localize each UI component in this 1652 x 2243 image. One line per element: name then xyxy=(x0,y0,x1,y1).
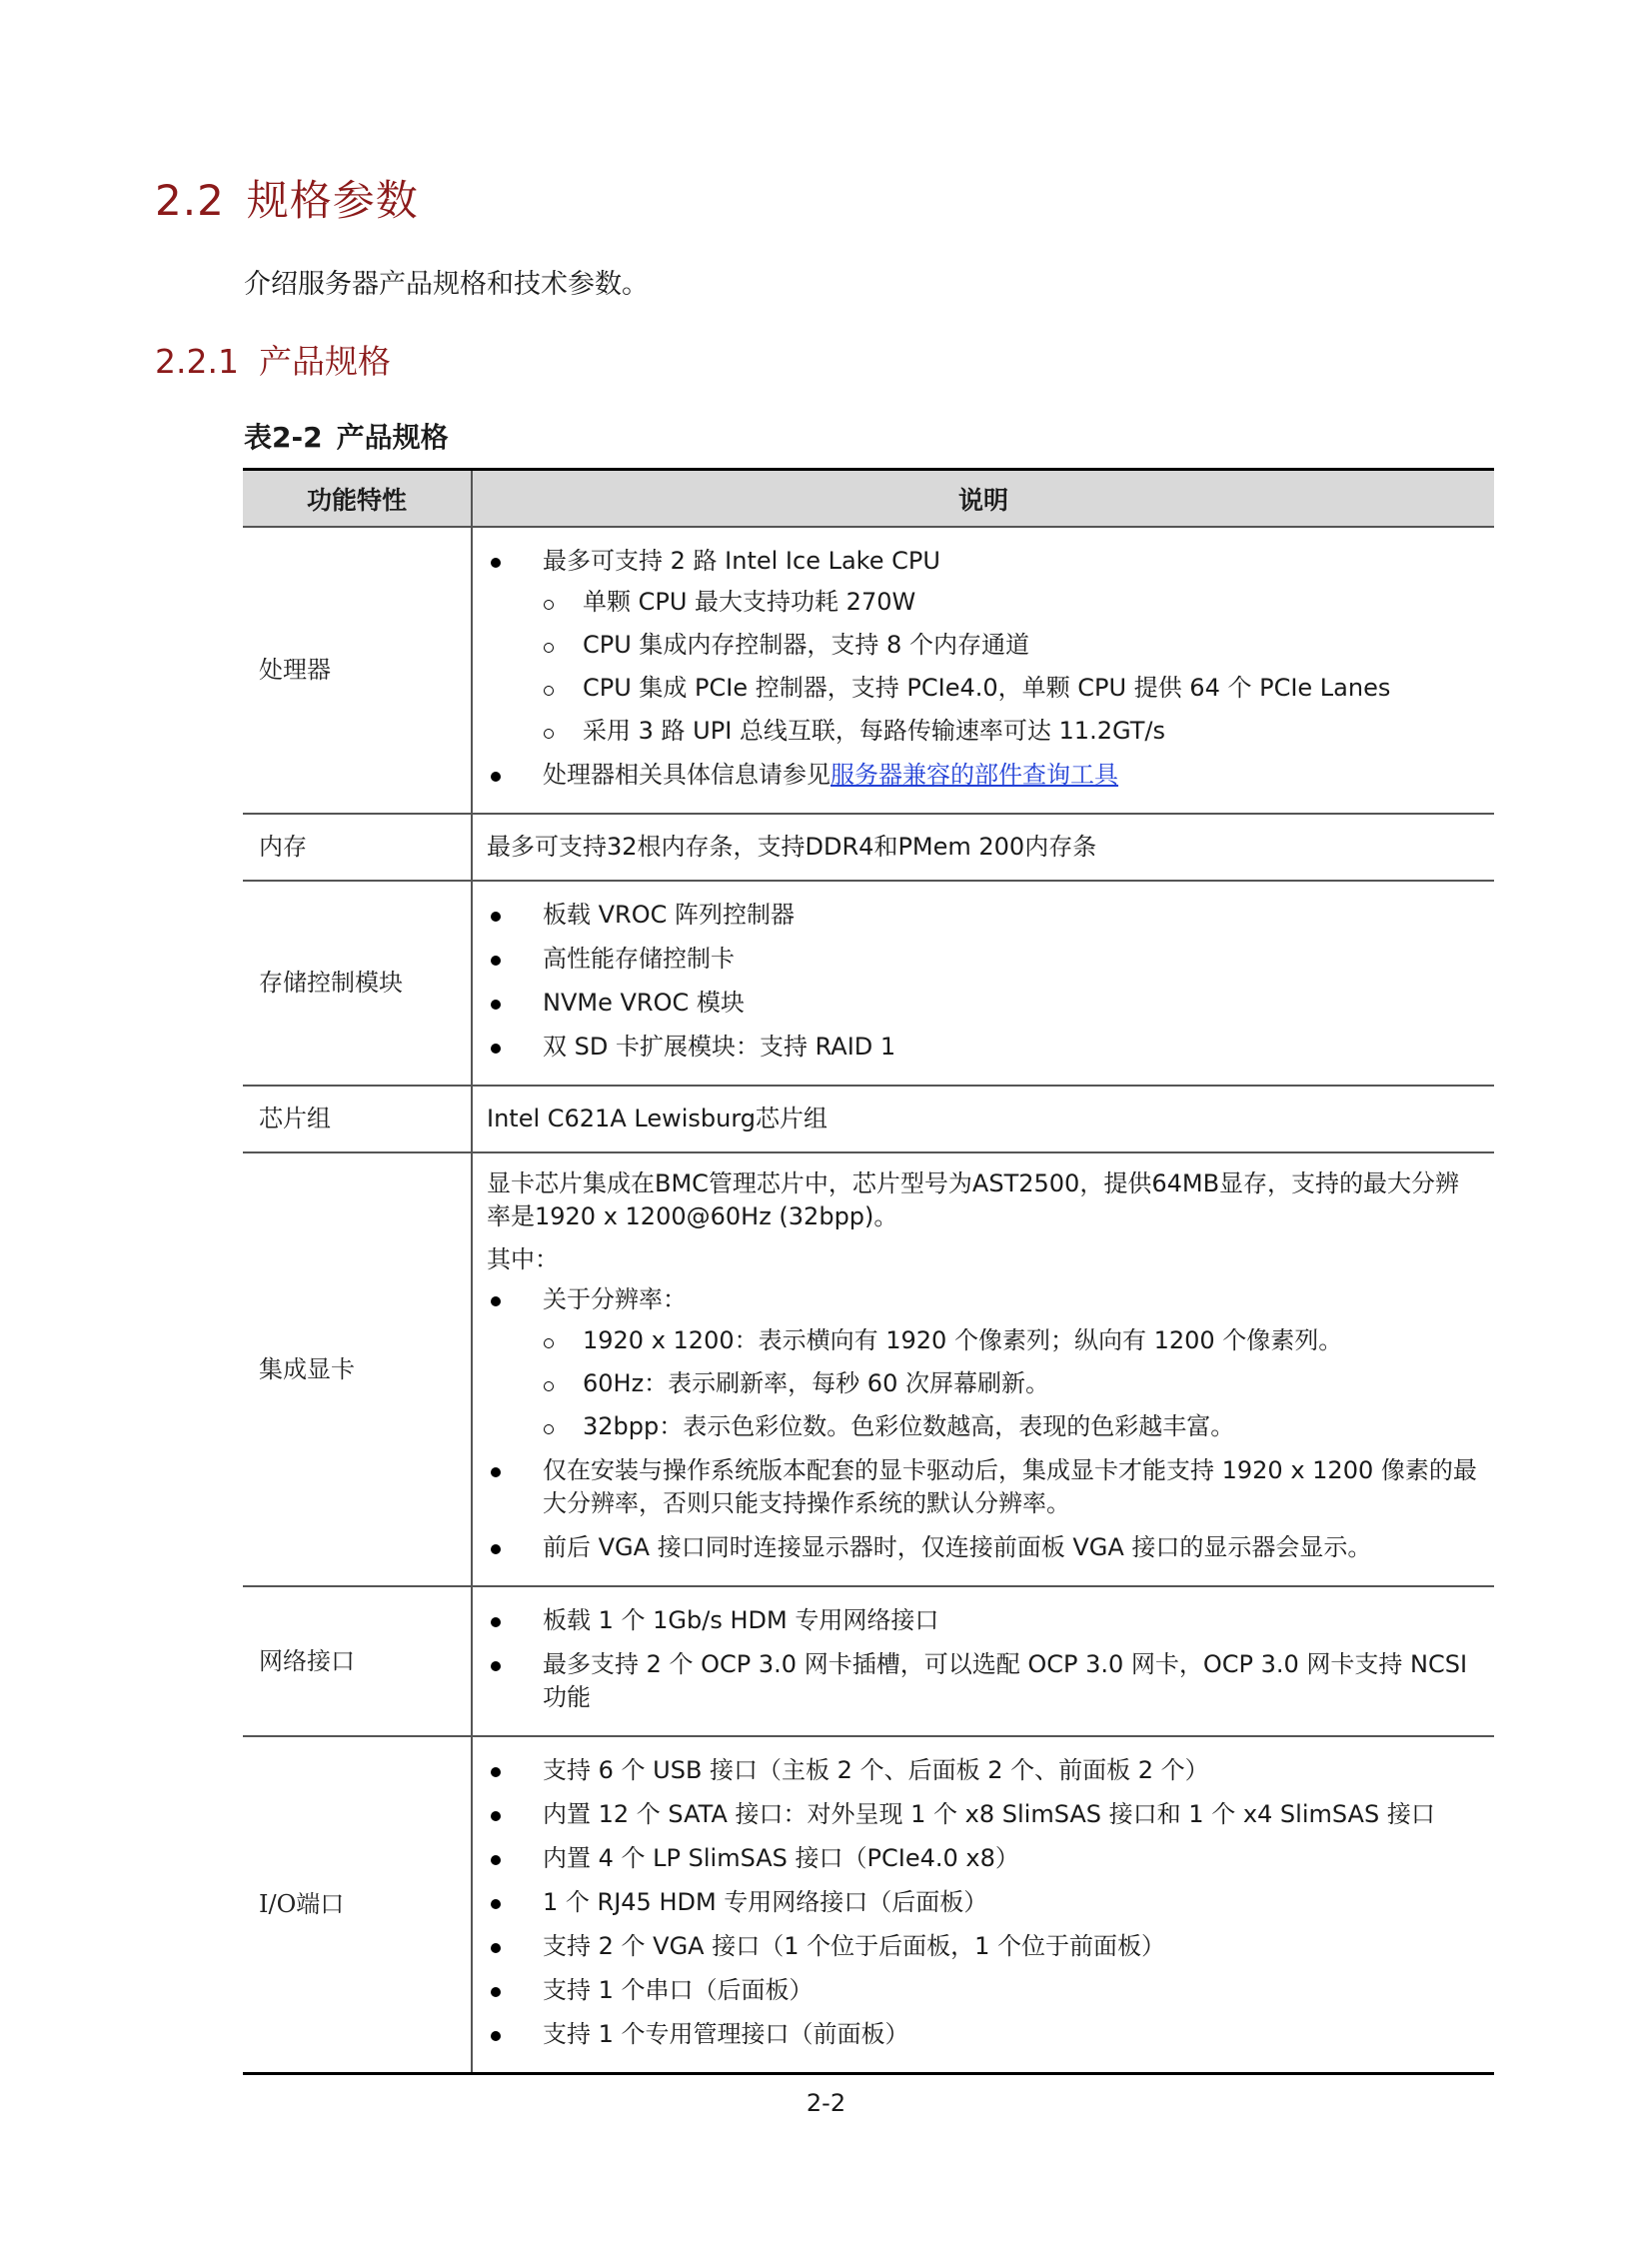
table-caption xyxy=(244,416,449,456)
storage-bullet-4: 双 SD 卡扩展模块：支持 RAID 1 xyxy=(487,1031,1480,1064)
feature-cpu: 处理器 xyxy=(243,527,472,814)
desc-io xyxy=(472,1736,1494,2074)
table-row-network xyxy=(243,1586,1494,1736)
cpu-bullet-1: 最多可支持 2 路 Intel Ice Lake CPU xyxy=(543,547,940,575)
section-title: 规格参数 xyxy=(246,176,419,225)
table-row-storage xyxy=(243,881,1494,1086)
cpu-sub-2: CPU 集成内存控制器，支持 8 个内存通道 xyxy=(543,629,1480,662)
graphics-bullet-3: 前后 VGA 接口同时连接显示器时，仅连接前面板 VGA 接口的显示器会显示。 xyxy=(487,1531,1480,1564)
table-row-chipset xyxy=(243,1086,1494,1152)
cpu-sub-1: 单颗 CPU 最大支持功耗 270W xyxy=(543,586,1480,619)
desc-memory xyxy=(472,814,1494,881)
subsection-number: 2.2.1 xyxy=(155,342,239,381)
feature-storage: 存储控制模块 xyxy=(243,881,472,1086)
feature-memory: 内存 xyxy=(243,814,472,881)
storage-bullet-1: 板载 VROC 阵列控制器 xyxy=(487,899,1480,932)
desc-graphics xyxy=(472,1152,1494,1586)
io-bullet-3: 内置 4 个 LP SlimSAS 接口（PCIe4.0 x8） xyxy=(487,1842,1480,1875)
sub-bullet-list xyxy=(543,586,1480,748)
bullet-list xyxy=(487,1754,1480,2051)
graphics-para-2: 其中： xyxy=(487,1245,559,1273)
bullet-list xyxy=(487,899,1480,1064)
bullet-list xyxy=(487,545,1480,792)
table-caption-title: 产品规格 xyxy=(336,421,449,454)
desc-storage xyxy=(472,881,1494,1086)
section-number: 2.2 xyxy=(155,176,225,225)
graphics-bullet-2: 仅在安装与操作系统版本配套的显卡驱动后，集成显卡才能支持 1920 x 1200 像素的最大分辨率，否则只能支持操作系统的默认分辨率。 xyxy=(487,1454,1480,1520)
desc-chipset xyxy=(472,1086,1494,1152)
cpu-sub-4: 采用 3 路 UPI 总线互联，每路传输速率可达 11.2GT/s xyxy=(543,715,1480,748)
graphics-sub-1: 1920 x 1200：表示横向有 1920 个像素列；纵向有 1200 个像素列。 xyxy=(543,1324,1480,1357)
table-row-io xyxy=(243,1736,1494,2074)
section-intro: 介绍服务器产品规格和技术参数。 xyxy=(244,269,649,300)
chipset-text: Intel C621A Lewisburg芯片组 xyxy=(487,1105,828,1132)
io-bullet-6: 支持 1 个串口（后面板） xyxy=(487,1974,1480,2007)
list-item xyxy=(487,759,1480,792)
section-heading xyxy=(155,168,419,228)
cpu-sub-3: CPU 集成 PCIe 控制器，支持 PCIe4.0，单颗 CPU 提供 64 个 PCIe Lanes xyxy=(543,672,1480,705)
sub-bullet-list xyxy=(543,1324,1480,1443)
subsection-heading xyxy=(155,336,391,383)
table-row-cpu xyxy=(243,527,1494,814)
network-bullet-1: 板载 1 个 1Gb/s HDM 专用网络接口 xyxy=(487,1604,1480,1637)
page-number: 2-2 xyxy=(806,2089,846,2117)
storage-bullet-3: NVMe VROC 模块 xyxy=(487,987,1480,1020)
feature-chipset: 芯片组 xyxy=(243,1086,472,1152)
feature-io: I/O端口 xyxy=(243,1736,472,2074)
graphics-para-1: 显卡芯片集成在BMC管理芯片中，芯片型号为AST2500，提供64MB显存，支持的最大分辨率是1920 x 1200@60Hz (32bpp)。 xyxy=(487,1169,1460,1230)
header-description: 说明 xyxy=(472,470,1494,528)
io-bullet-4: 1 个 RJ45 HDM 专用网络接口（后面板） xyxy=(487,1886,1480,1919)
feature-graphics: 集成显卡 xyxy=(243,1152,472,1586)
graphics-bullet-1: 关于分辨率： xyxy=(543,1285,687,1313)
io-bullet-5: 支持 2 个 VGA 接口（1 个位于后面板，1 个位于前面板） xyxy=(487,1930,1480,1963)
io-bullet-1: 支持 6 个 USB 接口（主板 2 个、后面板 2 个、前面板 2 个） xyxy=(487,1754,1480,1787)
list-item xyxy=(487,1283,1480,1443)
graphics-sub-2: 60Hz：表示刷新率，每秒 60 次屏幕刷新。 xyxy=(543,1367,1480,1400)
bullet-list xyxy=(487,1283,1480,1564)
feature-network: 网络接口 xyxy=(243,1586,472,1736)
desc-cpu xyxy=(472,527,1494,814)
desc-network xyxy=(472,1586,1494,1736)
table-row-memory xyxy=(243,814,1494,881)
io-bullet-7: 支持 1 个专用管理接口（前面板） xyxy=(487,2018,1480,2051)
table-caption-number: 表2-2 xyxy=(244,421,323,454)
header-feature: 功能特性 xyxy=(243,470,472,528)
storage-bullet-2: 高性能存储控制卡 xyxy=(487,943,1480,976)
table-row-graphics xyxy=(243,1152,1494,1586)
table-header-row xyxy=(243,470,1494,528)
bullet-list xyxy=(487,1604,1480,1714)
network-bullet-2: 最多支持 2 个 OCP 3.0 网卡插槽，可以选配 OCP 3.0 网卡，OCP 3.0 网卡支持 NCSI 功能 xyxy=(487,1648,1480,1714)
list-item xyxy=(487,545,1480,748)
compatibility-tool-link[interactable]: 服务器兼容的部件查询工具 xyxy=(830,761,1118,789)
spec-table xyxy=(243,468,1494,2075)
io-bullet-2: 内置 12 个 SATA 接口：对外呈现 1 个 x8 SlimSAS 接口和 1 个 x4 SlimSAS 接口 xyxy=(487,1798,1480,1831)
cpu-bullet-2-prefix: 处理器相关具体信息请参见 xyxy=(543,761,830,789)
graphics-sub-3: 32bpp：表示色彩位数。色彩位数越高，表现的色彩越丰富。 xyxy=(543,1410,1480,1443)
subsection-title: 产品规格 xyxy=(258,342,391,381)
memory-text: 最多可支持32根内存条，支持DDR4和PMem 200内存条 xyxy=(487,833,1097,861)
